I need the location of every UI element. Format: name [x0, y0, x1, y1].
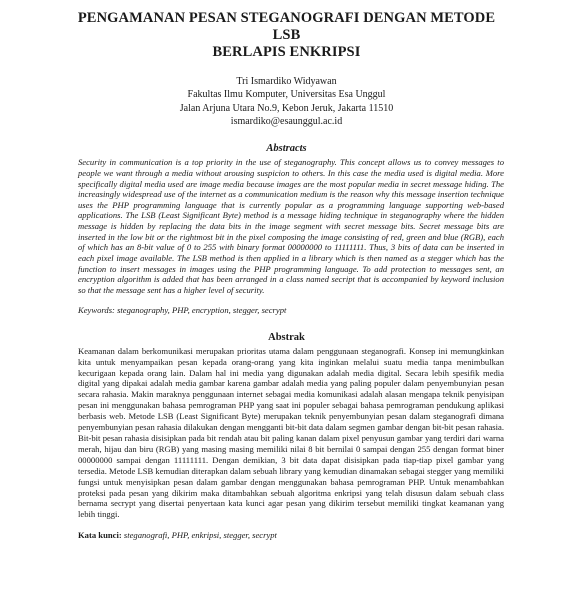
author-block: [70, 75, 503, 128]
author-email: ismardiko@esaunggul.ac.id: [230, 115, 343, 127]
kata-kunci-label: Kata kunci:: [78, 530, 122, 541]
abstract-heading: Abstracts: [266, 143, 307, 155]
keywords-label: Keywords:: [78, 304, 115, 315]
author-address: Jalan Arjuna Utara No.9, Kebon Jeruk, Jakarta 11510: [179, 102, 394, 114]
kata-kunci-value: steganografi, PHP, enkripsi, stegger, secrypt: [123, 530, 277, 541]
title-line-2: BERLAPIS ENKRIPSI: [212, 44, 361, 60]
author-affiliation: Fakultas Ilmu Komputer, Universitas Esa Unggul: [187, 89, 386, 101]
keywords-value: steganography, PHP, encryption, stegger, secrypt: [117, 304, 287, 315]
keywords-line: [78, 305, 503, 316]
title-line-1: PENGAMANAN PESAN STEGANOGRAFI DENGAN METODE LSB: [77, 10, 496, 43]
paper-title: [70, 10, 503, 61]
kata-kunci-line: [78, 530, 503, 541]
author-name: Tri Ismardiko Widyawan: [236, 76, 337, 87]
abstrak-text: Keamanan dalam berkomunikasi merupakan prioritas utama dalam penggunaan steganografi. Konsep ini memungkinkan kita untuk menyampaikan pesan kepada orang-orang yang kita inginkan melalui suatu media tanpa menimbulkan kecurigaan kepada orang lain. Dalam hal ini media yang digunakan adalah media digital. Secara lebih spesifik media digital yang dipakai adalah media gambar karena gambar adalah media yang paling populer dalam penyembunyian pesan secara rahasia. Makin maraknya penggunaan internet sebagai media komunikasi adalah alasan mengapa teknik penyisipan pesan ini menggunakan bahasa pemrograman PHP yang saat ini populer sebagai bahasa pemrograman pendukung aplikasi berbasis web. Metode LSB (Least Significant Byte) merupakan teknik penyembunyian pesan dalam steganografi dimana penyembunyian pesan rahasia dilakukan dengan mengganti bit-bit data dalam segmen gambar dengan bit-bit pesan rahasia. Bit-bit pesan rahasia disisipkan pada bit rendah atau bit paling kanan dalam pixel penyusun gambar yang terdiri dari warna merah, hijau dan biru (RGB) yang masing masing memiliki nilai 8 bit bernilai 0 sampai dengan 255 dengan format biner 00000000 sampai dengan 11111111. Dengan demikian, 3 bit data dapat disisipkan pada tiap-tiap pixel gambar yang tersedia. Metode LSB kemudian diterapkan dalam sebuah library yang kemudian dinamakan sebagai stegger yang memiliki fungsi untuk menyisipkan pesan dalam gambar dengan menggunakan bahasa pemrograman PHP. Untuk menambahkan proteksi pada pesan yang dikirim maka ditambahkan sebuah algoritma enkripsi yang telah disusun dalam sebuah class bernama secrypt yang disertai penyertaan kata kunci agar pesan yang dikirim tersebut memiliki tingkat keamanan yang lebih tinggi.: [78, 345, 504, 520]
abstrak-heading: Abstrak: [268, 331, 305, 343]
abstract-text: Security in communication is a top priority in the use of steganography. This concept allows us to convey messages to people we want through a media without arousing suspicion to others. In this case the media used is digital media. More specifically digital media used are image media because images are the most popular media in secret message hiding. The increasingly widespread use of the internet as a communication medium is the reason why this message insertion technique uses the PHP programming language that is currently popular as a programming language supporting web-based applications. The LSB (Least Significant Byte) method is a message hiding technique in steganography where the hidden message is hidden by replacing the data bits in the image segment with secret message bits. Secret message bits are inserted in the low bit or the rightmost bit in the pixel composing the image consisting of red, green and blue (RGB), each of which has an 8-bit value of 0 to 255 with binary format 00000000 to 11111111. Thus, 3 bits of data can be inserted in each pixel image available. The LSB method is then applied in a library which is then named as a stegger which has the function to insert messages in images using the PHP programming language. To add protection to messages sent, an encryption algorithm is added that has been arranged in a class named secript that is accompanied by keyword inclusion so that the message sent has a higher level of security.: [78, 157, 504, 296]
